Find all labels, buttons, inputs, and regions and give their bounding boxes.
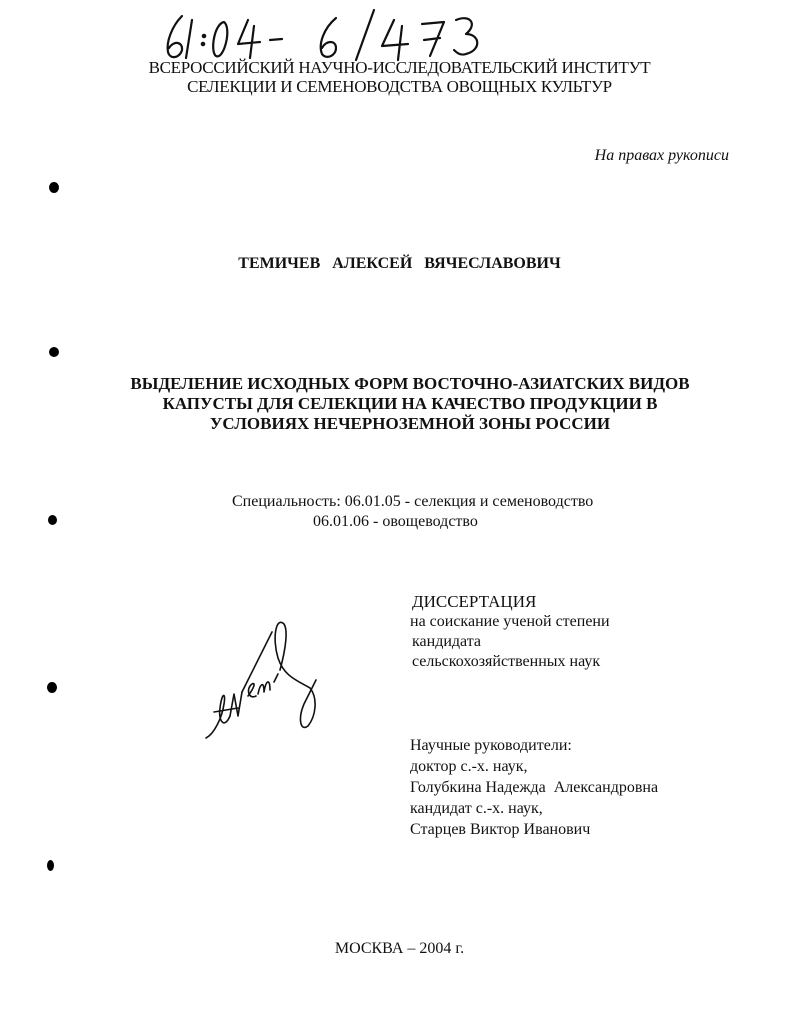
dissertation-block (410, 592, 610, 672)
advisor-1-degree: доктор с.-х. наук, (410, 758, 528, 775)
degree-line-2: кандидата (412, 633, 482, 650)
degree-line-3: сельскохозяйственных наук (412, 653, 601, 670)
handwritten-code (160, 8, 560, 63)
degree-line-1: на соискание ученой степени (410, 613, 610, 630)
institute-name-line-2: СЕЛЕКЦИИ И СЕМЕНОВОДСТВА ОВОЩНЫХ КУЛЬТУР (187, 77, 612, 96)
punch-hole-mark (49, 182, 59, 193)
punch-hole-mark (47, 682, 57, 693)
punch-hole-mark (48, 515, 57, 525)
advisors-heading: Научные руководители: (410, 737, 572, 754)
advisor-1-name: Голубкина Надежда Александровна (410, 779, 659, 796)
advisor-2-degree: кандидат с.-х. наук, (410, 800, 543, 817)
institute-name-line-1: ВСЕРОССИЙСКИЙ НАУЧНО-ИССЛЕДОВАТЕЛЬСКИЙ ИНСТИТУТ (148, 58, 651, 77)
specialty-line-2: 06.01.06 - овощеводство (313, 513, 478, 530)
author-signature (200, 608, 325, 748)
specialty-line-1: Специальность: 06.01.05 - селекция и семеноводство (232, 493, 594, 510)
dissertation-heading: ДИССЕРТАЦИЯ (412, 592, 537, 611)
advisor-2-name: Старцев Виктор Иванович (410, 821, 591, 838)
rights-note: На правах рукописи (594, 147, 729, 164)
punch-hole-mark (49, 347, 59, 357)
author-name: ТЕМИЧЕВ АЛЕКСЕЙ ВЯЧЕСЛАВОВИЧ (238, 255, 561, 272)
dissertation-title (110, 374, 710, 434)
title-line-2: КАПУСТЫ ДЛЯ СЕЛЕКЦИИ НА КАЧЕСТВО ПРОДУКЦИИ В (162, 394, 658, 413)
scientific-advisors (410, 735, 658, 840)
city-year: МОСКВА – 2004 г. (334, 940, 465, 957)
specialty-block (232, 492, 593, 532)
punch-hole-mark (47, 860, 54, 871)
title-line-3: УСЛОВИЯХ НЕЧЕРНОЗЕМНОЙ ЗОНЫ РОССИИ (209, 414, 611, 433)
title-line-1: ВЫДЕЛЕНИЕ ИСХОДНЫХ ФОРМ ВОСТОЧНО-АЗИАТСКИХ ВИДОВ (130, 374, 690, 393)
